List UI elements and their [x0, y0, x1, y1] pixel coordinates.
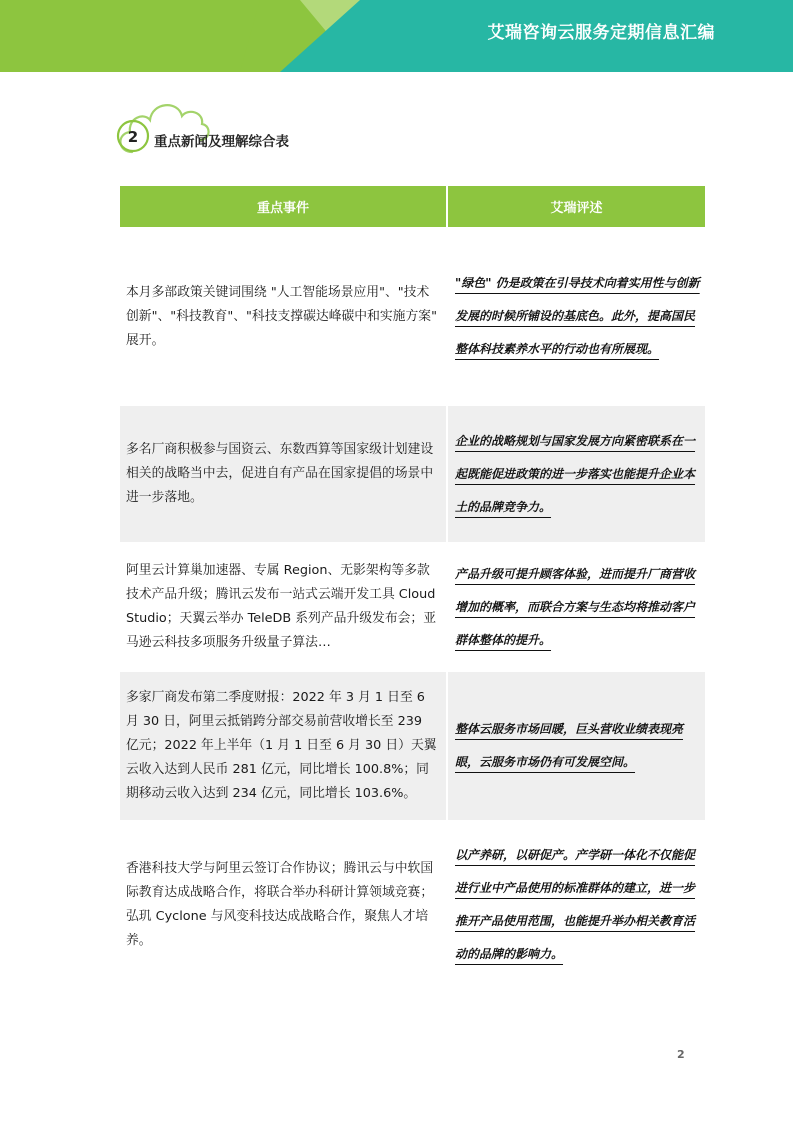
table-row [120, 672, 705, 820]
section-title: 重点新闻及理解综合表 [154, 134, 289, 150]
comment-cell [448, 822, 705, 988]
comment-cell [448, 229, 705, 404]
comment-cell [448, 672, 705, 820]
header-banner [0, 0, 793, 72]
event-cell: 本月多部政策关键词围绕 "人工智能场景应用"、"技术创新"、"科技教育"、"科技支撑碳达峰碳中和实施方案" 展开。 [126, 284, 437, 348]
comment-text: 企业的战略规划与国家发展方向紧密联系在一起既能促进政策的进一步落实也能提升企业本土的品牌竞争力。 [455, 433, 696, 514]
table-row [120, 406, 705, 542]
comment-cell [448, 544, 705, 670]
comment-text: 以产养研，以研促产。产学研一体化不仅能促进行业中产品使用的标准群体的建立，进一步推开产品使用范围，也能提升举办相关教育活动的品牌的影响力。 [455, 848, 696, 961]
section-number: 2 [127, 128, 139, 146]
comment-text: 整体云服务市场回暖，巨头营收业绩表现亮眼，云服务市场仍有可发展空间。 [455, 722, 684, 769]
section-heading [112, 90, 412, 170]
event-cell: 多名厂商积极参与国资云、东数西算等国家级计划建设相关的战略当中去，促进自有产品在国家提倡的场景中进一步落地。 [120, 406, 446, 542]
event-cell: 多家厂商发布第二季度财报：2022 年 3 月 1 日至 6 月 30 日，阿里云抵销跨分部交易前营收增长至 239 亿元；2022 年上半年（1 月 1 日至 6 月 30 日）天翼云收入达到人民币 281 亿元，同比增长 100.8%；同期移动云收入达到 234 亿元，同比增长 103.6%。 [120, 672, 446, 820]
comment-text: 产品升级可提升顾客体验，进而提升厂商营收增加的概率，而联合方案与生态均将推动客户群体整体的提升。 [455, 566, 696, 647]
table-row [120, 822, 705, 988]
column-header-comment: 艾瑞评述 [448, 186, 705, 227]
column-header-event: 重点事件 [120, 186, 446, 227]
table-header [120, 186, 705, 227]
page-number: 2 [677, 1048, 685, 1061]
event-cell: 香港科技大学与阿里云签订合作协议；腾讯云与中软国际教育达成战略合作，将联合举办科研计算领域竞赛；弘玑 Cyclone 与风变科技达成战略合作，聚焦人才培养。 [126, 861, 434, 948]
comment-text: "绿色" 仍是政策在引导技术向着实用性与创新发展的时候所铺设的基底色。此外，提高国民整体科技素养水平的行动也有所展现。 [455, 276, 700, 356]
table-row [120, 229, 705, 404]
comment-cell [448, 406, 705, 542]
news-table [120, 186, 705, 988]
event-cell: 阿里云计算巢加速器、专属 Region、无影架构等多款技术产品升级；腾讯云发布一站式云端开发工具 Cloud Studio；天翼云举办 TeleDB 系列产品升级发布会；亚马逊云科技多项服务升级量子算法… [126, 563, 437, 650]
table-row [120, 544, 705, 670]
header-title: 艾瑞咨询云服务定期信息汇编 [487, 23, 715, 43]
